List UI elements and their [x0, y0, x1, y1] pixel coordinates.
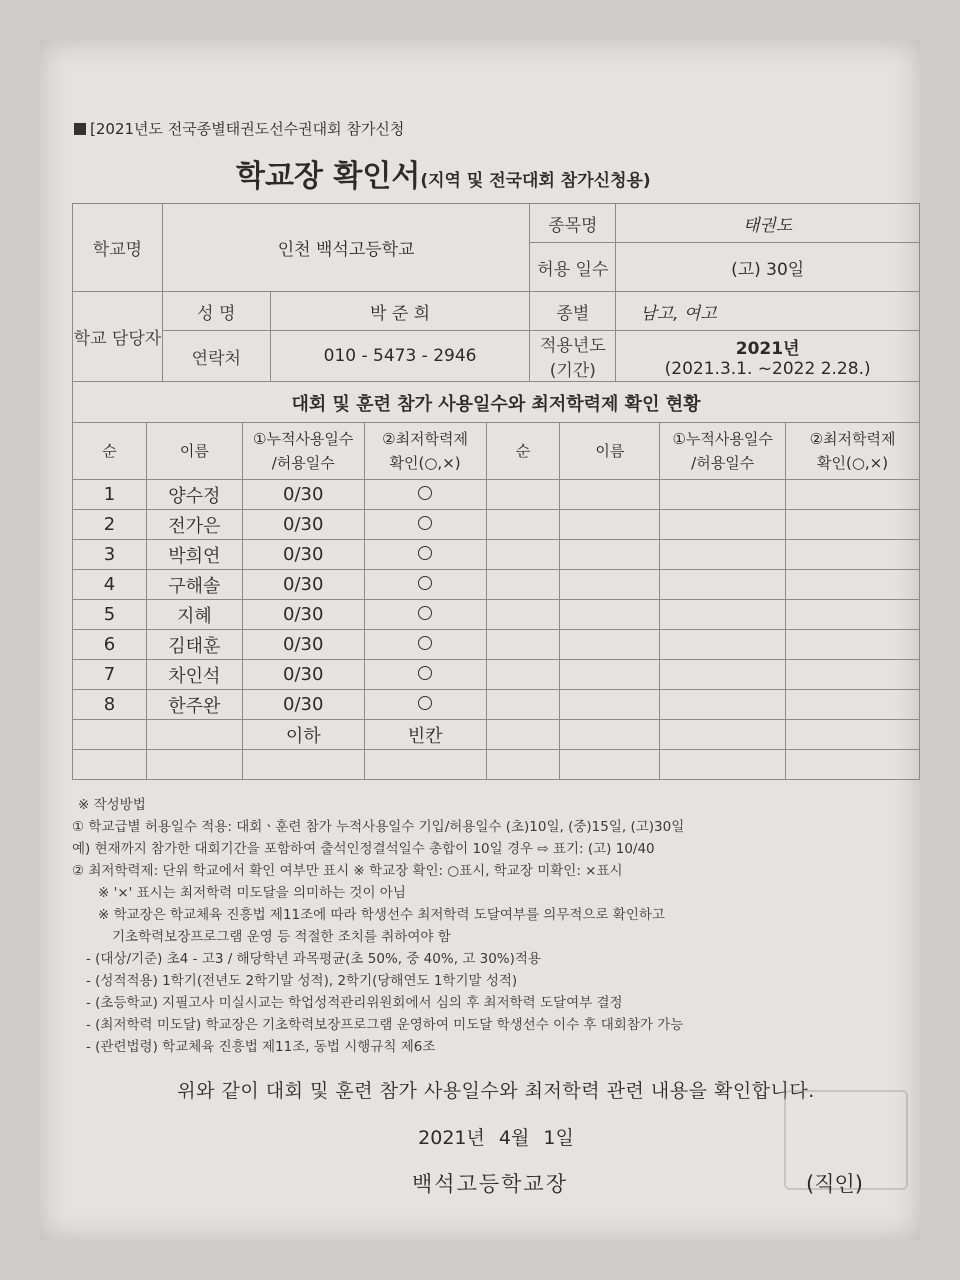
row-no: 7	[73, 660, 147, 690]
table-row	[73, 510, 920, 540]
note-2a: ※ '×' 표시는 최저학력 미도달을 의미하는 것이 아님	[98, 885, 406, 901]
signature-block	[72, 1160, 920, 1220]
contact-label: 연락처	[162, 331, 270, 382]
category-label: 종별	[530, 292, 616, 331]
circle-check-icon	[418, 666, 432, 680]
row-days: 0/30	[242, 510, 364, 540]
row-days: 0/30	[242, 600, 364, 630]
table-row	[73, 570, 920, 600]
instructions	[72, 794, 920, 1058]
note-2b: ※ 학교장은 학교체육 진흥법 제11조에 따라 학생선수 최저학력 도달여부를 의무적으로 확인하고	[98, 907, 665, 923]
header-academic	[364, 423, 486, 480]
school-label: 학교명	[73, 204, 163, 292]
row-no: 4	[73, 570, 147, 600]
event-header	[74, 118, 920, 139]
row-days: 0/30	[242, 660, 364, 690]
row-check	[364, 630, 486, 660]
school-value: 인천 백석고등학교	[162, 204, 530, 292]
row-no: 5	[73, 600, 147, 630]
name-value: 박 준 희	[270, 292, 530, 331]
form-subtitle: (지역 및 전국대회 참가신청용)	[420, 171, 651, 191]
sport-value: 태권도	[616, 204, 920, 243]
issue-date: 2021년 4월 1일	[418, 1127, 574, 1149]
allowed-days-label: 허용 일수	[530, 243, 616, 292]
circle-check-icon	[418, 516, 432, 530]
signer-name: 백석고등학교장	[412, 1172, 569, 1196]
name-label: 성 명	[162, 292, 270, 331]
table-row	[73, 690, 920, 720]
row-name: 박희연	[146, 540, 242, 570]
header-academic-line2: 확인(○,×)	[389, 454, 461, 472]
row-check	[364, 570, 486, 600]
row-name: 양수정	[146, 480, 242, 510]
seal-label: (직인)	[806, 1172, 863, 1196]
header-academic-right-line2: 확인(○,×)	[816, 454, 889, 472]
header-academic-right-line1: ②최저학력제	[809, 430, 896, 448]
circle-check-icon	[418, 636, 432, 650]
row-check	[364, 690, 486, 720]
circle-check-icon	[418, 576, 432, 590]
row-name: 김태훈	[146, 630, 242, 660]
row-days: 0/30	[242, 570, 364, 600]
header-no: 순	[73, 423, 147, 480]
table-row	[73, 480, 920, 510]
contact-value: 010 - 5473 - 2946	[270, 331, 530, 382]
year-label: 적용년도 (기간)	[530, 331, 616, 382]
form-title: 학교장 확인서	[236, 159, 421, 194]
header-name: 이름	[146, 423, 242, 480]
note-2c: 기초학력보장프로그램 운영 등 적절한 조치를 취하여야 함	[112, 929, 451, 945]
note-1: ① 학교급별 허용일수 적용: 대회ㆍ훈련 참가 누적사용일수 기입/허용일수 (초)10일, (중)15일, (고)30일	[72, 819, 685, 835]
period-value: (2021.3.1. ~2022 2.28.)	[664, 358, 871, 379]
row-days: 0/30	[242, 690, 364, 720]
row-name: 전가은	[146, 510, 242, 540]
row-name: 지혜	[146, 600, 242, 630]
circle-check-icon	[418, 696, 432, 710]
header-days-line2: /허용일수	[271, 454, 335, 472]
row-days: 0/30	[242, 540, 364, 570]
allowed-days-value: (고) 30일	[616, 243, 920, 292]
detail-2: - (성적적용) 1학기(전년도 2학기말 성적), 2학기(당해연도 1학기말 성적)	[86, 973, 518, 989]
row-days: 0/30	[242, 480, 364, 510]
row-name: 한주완	[146, 690, 242, 720]
notes-title: ※ 작성방법	[78, 797, 146, 813]
table-row	[73, 630, 920, 660]
sport-label: 종목명	[530, 204, 616, 243]
circle-check-icon	[418, 546, 432, 560]
document-page	[40, 40, 920, 1240]
row-check	[364, 510, 486, 540]
circle-check-icon	[418, 486, 432, 500]
table-row	[73, 540, 920, 570]
row-no: 3	[73, 540, 147, 570]
detail-1: - (대상/기준) 초4 - 고3 / 해당학년 과목평균(초 50%, 중 40%, 고 30%)적용	[86, 951, 541, 967]
detail-3: - (초등학교) 지필고사 미실시교는 학업성적관리위원회에서 심의 후 최저학력 도달여부 결정	[86, 995, 623, 1011]
header-academic-right	[786, 423, 920, 480]
table-row-footer	[73, 720, 920, 750]
row-check	[364, 540, 486, 570]
footer-right-text: 빈칸	[364, 720, 486, 750]
row-no: 6	[73, 630, 147, 660]
year-cell	[616, 331, 920, 382]
note-2: ② 최저학력제: 단위 학교에서 확인 여부만 표시 ※ 학교장 확인: ○표시, 학교장 미확인: ×표시	[72, 863, 623, 879]
note-1-example: 예) 현재까지 참가한 대회기간을 포함하여 출석인정결석일수 총합이 10일 경우 ⇨ 표기: (고) 10/40	[72, 841, 655, 857]
confirmation-statement: 위와 같이 대회 및 훈련 참가 사용일수와 최저학력 관련 내용을 확인합니다.	[177, 1080, 815, 1102]
row-no: 1	[73, 480, 147, 510]
header-days-right-line1: ①누적사용일수	[672, 430, 773, 448]
category-value: 남고, 여고	[616, 292, 920, 331]
header-days-right-line2: /허용일수	[691, 454, 755, 472]
header-days-line1: ①누적사용일수	[253, 430, 354, 448]
row-no: 8	[73, 690, 147, 720]
roster-table	[72, 422, 920, 780]
roster-header	[73, 423, 920, 480]
info-table	[72, 203, 920, 382]
header-days-right	[660, 423, 786, 480]
row-check	[364, 480, 486, 510]
header-name-right: 이름	[560, 423, 660, 480]
circle-check-icon	[418, 606, 432, 620]
page-title	[72, 151, 920, 195]
section-title: 대회 및 훈련 참가 사용일수와 최저학력제 확인 현황	[72, 382, 920, 422]
manager-label: 학교 담당자	[73, 292, 163, 382]
table-row-empty	[73, 750, 920, 780]
row-name: 차인석	[146, 660, 242, 690]
row-days: 0/30	[242, 630, 364, 660]
square-bullet-icon	[74, 123, 86, 135]
header-days	[242, 423, 364, 480]
row-check	[364, 600, 486, 630]
header-academic-line1: ②최저학력제	[382, 430, 469, 448]
row-no: 2	[73, 510, 147, 540]
header-no-right: 순	[486, 423, 560, 480]
event-title: [2021년도 전국종별태권도선수권대회 참가신청	[90, 120, 405, 138]
row-name: 구해솔	[146, 570, 242, 600]
table-row	[73, 600, 920, 630]
detail-5: - (관련법령) 학교체육 진흥법 제11조, 동법 시행규칙 제6조	[86, 1039, 436, 1055]
year-value: 2021년	[735, 338, 800, 359]
table-row	[73, 660, 920, 690]
detail-4: - (최저학력 미도달) 학교장은 기초학력보장프로그램 운영하여 미도달 학생선수 이수 후 대회참가 가능	[86, 1017, 684, 1033]
row-check	[364, 660, 486, 690]
footer-left-text: 이하	[242, 720, 364, 750]
confirmation-form	[72, 118, 920, 1220]
